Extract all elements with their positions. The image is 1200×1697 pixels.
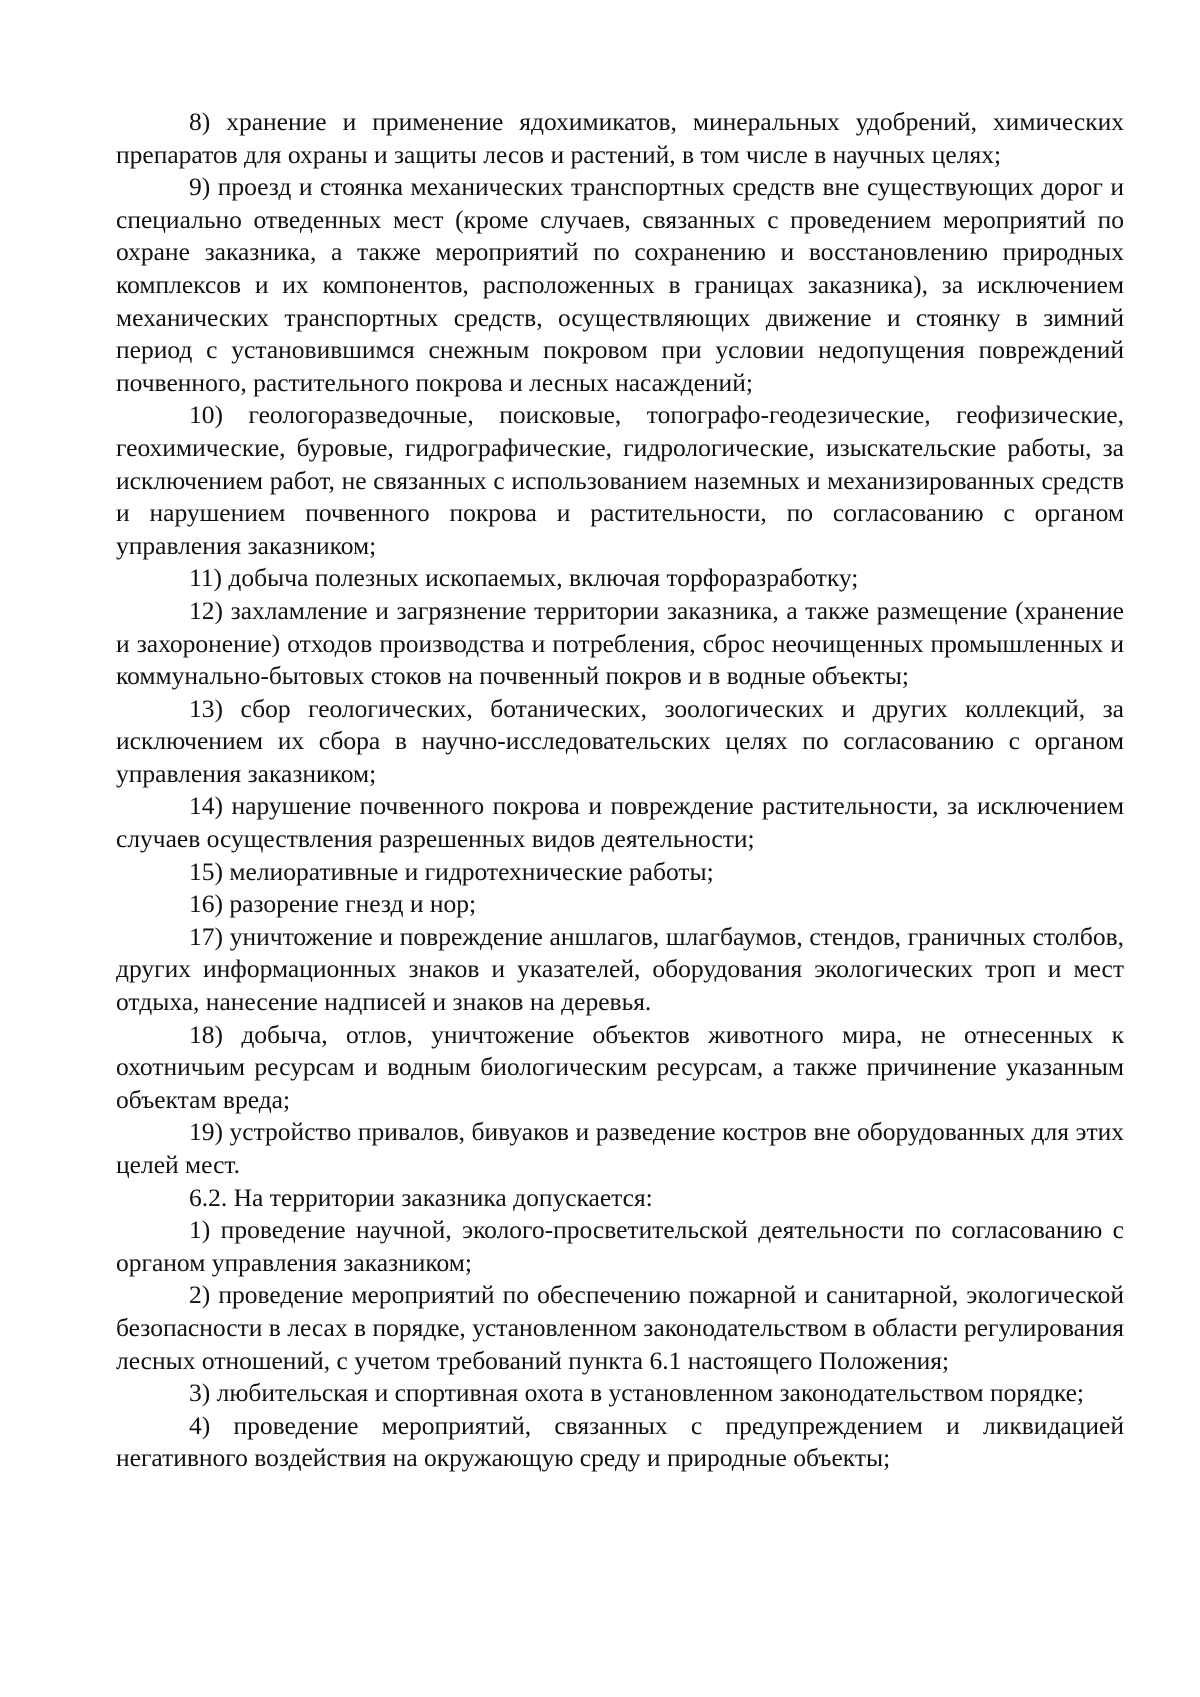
paragraph-item-17: 17) уничтожение и повреждение аншлагов, шлагбаумов, стендов, граничных столбов, других информационных знаков и указателей, оборудования экологических троп и мест отдыха, нанесение надписей и знаков на деревья. — [116, 921, 1124, 1017]
paragraph-item-9: 9) проезд и стоянка механических транспортных средств вне существующих дорог и специально отведенных мест (кроме случаев, связанных с проведением мероприятий по охране заказника, а также мероприятий по сохранению и восстановлению природных комплексов и их компонентов, расположенных в границах заказника), за исключением механических транспортных средств, осуществляющих движение и стоянку в зимний период с установившимся снежным покровом при условии недопущения повреждений почвенного, растительного покрова и лесных насаждений; — [116, 172, 1124, 397]
paragraph-item-12: 12) захламление и загрязнение территории заказника, а также размещение (хранение и захоронение) отходов производства и потребления, сброс неочищенных промышленных и коммунально-бытовых стоков на почвенный покров и в водные объекты; — [116, 595, 1124, 691]
paragraph-item-14: 14) нарушение почвенного покрова и повреждение растительности, за исключением случаев осуществления разрешенных видов деятельности; — [116, 791, 1124, 854]
allowed-item-3: 3) любительская и спортивная охота в установленном законодательством порядке; — [189, 1378, 1085, 1408]
allowed-item-1: 1) проведение научной, эколого-просветительской деятельности по согласованию с органом управления заказником; — [116, 1215, 1124, 1277]
paragraph-item-10: 10) геологоразведочные, поисковые, топографо-геодезические, геофизические, геохимические, буровые, гидрографические, гидрологические, изыскательские работы, за исключением работ, не связанных с использованием наземных и механизированных средств и нарушением почвенного покрова и растительности, по согласованию с органом управления заказником; — [116, 400, 1124, 560]
paragraph-item-11: 11) добыча полезных ископаемых, включая торфоразработку; — [189, 563, 859, 593]
paragraph-item-16: 16) разорение гнезд и нор; — [189, 889, 477, 919]
paragraph-item-15: 15) мелиоративные и гидротехнические работы; — [189, 856, 714, 886]
paragraph-item-8: 8) хранение и применение ядохимикатов, минеральных удобрений, химических препаратов для охраны и защиты лесов и растений, в том числе в научных целях; — [116, 107, 1124, 169]
document-page — [116, 106, 1124, 1475]
paragraph-item-13: 13) сбор геологических, ботанических, зоологических и других коллекций, за исключением их сбора в научно-исследовательских целях по согласованию с органом управления заказником; — [116, 693, 1124, 788]
section-heading-6-2: 6.2. На территории заказника допускается: — [189, 1182, 653, 1212]
paragraph-item-18: 18) добыча, отлов, уничтожение объектов животного мира, не отнесенных к охотничьим ресурсам и водным биологическим ресурсам, а также причинение указанным объектам вреда; — [116, 1019, 1124, 1114]
allowed-item-4: 4) проведение мероприятий, связанных с предупреждением и ликвидацией негативного воздействия на окружающую среду и природные объекты; — [116, 1410, 1124, 1473]
allowed-item-2: 2) проведение мероприятий по обеспечению пожарной и санитарной, экологической безопасности в лесах в порядке, установленном законодательством в области регулирования лесных отношений, с учетом требований пункта 6.1 настоящего Положения; — [116, 1280, 1124, 1375]
paragraph-item-19: 19) устройство привалов, бивуаков и разведение костров вне оборудованных для этих целей мест. — [116, 1117, 1124, 1179]
